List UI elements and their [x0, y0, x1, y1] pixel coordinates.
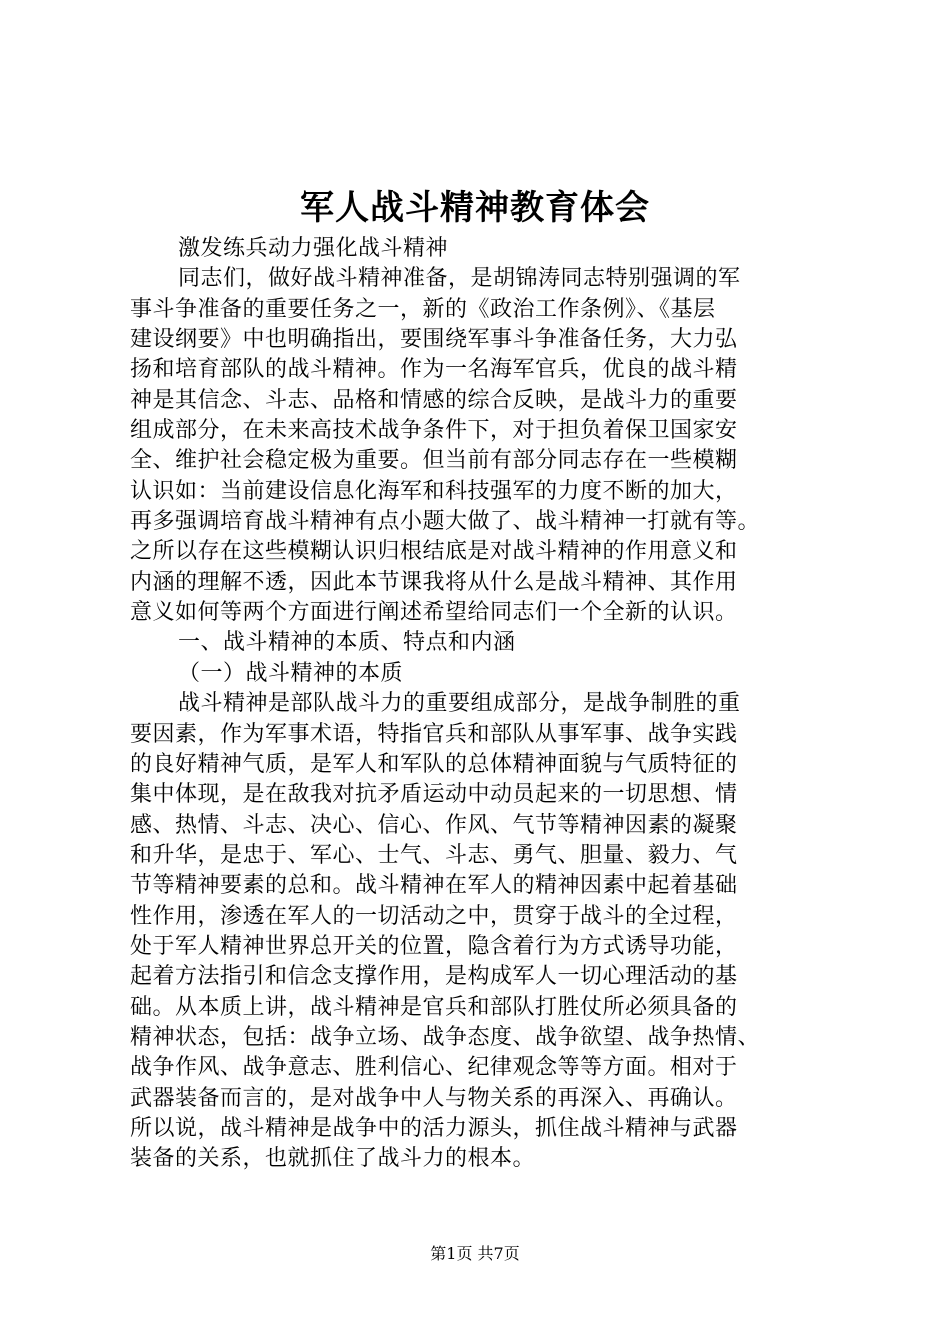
paragraph-line: 全、维护社会稳定极为重要。但当前有部分同志存在一些模糊 [130, 448, 738, 474]
paragraph-line: 战斗精神是部队战斗力的重要组成部分，是战争制胜的重 [178, 691, 741, 717]
paragraph-line: 所以说，战斗精神是战争中的活力源头，抓住战斗精神与武器 [130, 1115, 738, 1141]
paragraph-line: 战争作风、战争意志、胜利信心、纪律观念等等方面。相对于 [130, 1055, 738, 1081]
paragraph-line: 节等精神要素的总和。战斗精神在军人的精神因素中起着基础 [130, 873, 738, 899]
paragraph-line: 内涵的理解不透，因此本节课我将从什么是战斗精神、其作用 [130, 569, 738, 595]
paragraph-line: 扬和培育部队的战斗精神。作为一名海军官兵，优良的战斗精 [130, 357, 738, 383]
paragraph-line: 事斗争准备的重要任务之一，新的《政治工作条例》、《基层 [130, 296, 716, 322]
page-footer: 第1页 共7页 [430, 1244, 520, 1263]
paragraph-line: 起着方法指引和信念支撑作用，是构成军人一切心理活动的基 [130, 964, 738, 990]
paragraph-line: 再多强调培育战斗精神有点小题大做了、战斗精神一打就有等。 [130, 509, 761, 535]
paragraph-line: 础。从本质上讲，战斗精神是官兵和部队打胜仗所必须具备的 [130, 994, 738, 1020]
subsection-heading: （一）战斗精神的本质 [178, 660, 404, 686]
paragraph-line: 同志们，做好战斗精神准备，是胡锦涛同志特别强调的军 [178, 266, 741, 292]
paragraph-line: 集中体现，是在敌我对抗矛盾运动中动员起来的一切思想、情 [130, 782, 738, 808]
paragraph-line: 之所以存在这些模糊认识归根结底是对战斗精神的作用意义和 [130, 539, 738, 565]
paragraph-line: 和升华，是忠于、军心、士气、斗志、勇气、胆量、毅力、气 [130, 842, 738, 868]
document-title: 军人战斗精神教育体会 [300, 188, 650, 228]
paragraph-line: 意义如何等两个方面进行阐述希望给同志们一个全新的认识。 [130, 600, 738, 626]
document-body [130, 234, 855, 1175]
paragraph-line: 精神状态，包括：战争立场、战争态度、战争欲望、战争热情、 [130, 1024, 761, 1050]
paragraph-line: 神是其信念、斗志、品格和情感的综合反映，是战斗力的重要 [130, 387, 738, 413]
paragraph-line: 装备的关系，也就抓住了战斗力的根本。 [130, 1146, 536, 1172]
paragraph-line: 感、热情、斗志、决心、信心、作风、气节等精神因素的凝聚 [130, 812, 738, 838]
paragraph-line: 认识如：当前建设信息化海军和科技强军的力度不断的加大， [130, 478, 738, 504]
paragraph-line: 要因素，作为军事术语，特指官兵和部队从事军事、战争实践 [130, 721, 738, 747]
section-heading: 激发练兵动力强化战斗精神 [178, 236, 449, 261]
paragraph-line: 组成部分，在未来高技术战争条件下，对于担负着保卫国家安 [130, 418, 738, 444]
paragraph-line: 性作用，渗透在军人的一切活动之中，贯穿于战斗的全过程， [130, 903, 738, 929]
paragraph-line: 处于军人精神世界总开关的位置，隐含着行为方式诱导功能， [130, 933, 738, 959]
paragraph-line: 建设纲要》中也明确指出，要围绕军事斗争准备任务，大力弘 [130, 327, 738, 353]
paragraph-line: 武器装备而言的，是对战争中人与物关系的再深入、再确认。 [130, 1085, 738, 1111]
section-heading: 一、战斗精神的本质、特点和内涵 [178, 630, 516, 656]
paragraph-line: 的良好精神气质，是军人和军队的总体精神面貌与气质特征的 [130, 751, 738, 777]
